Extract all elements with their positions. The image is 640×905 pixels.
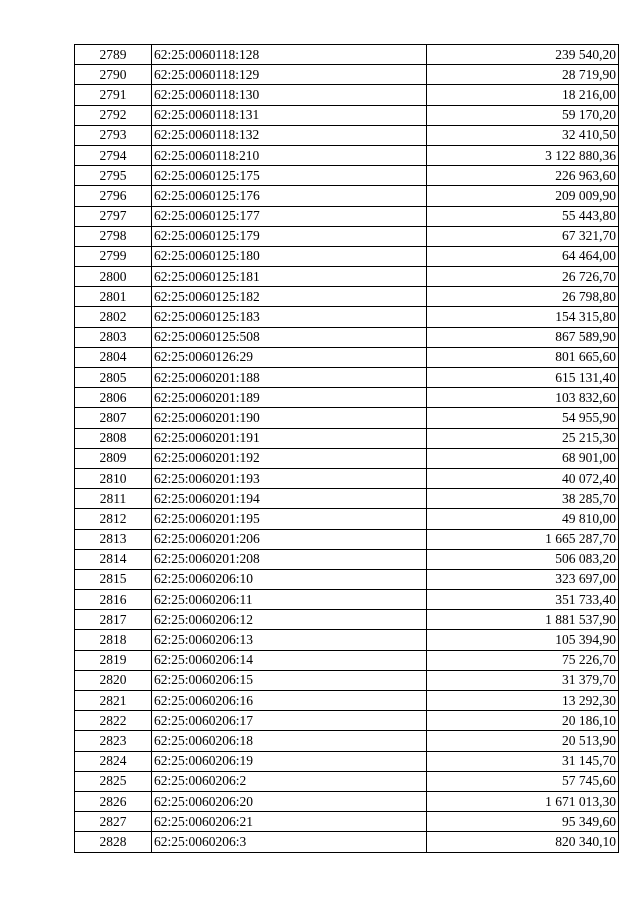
table-row — [75, 630, 619, 650]
cadastral-number-cell: 62:25:0060125:177 — [152, 206, 427, 226]
cadastral-number-cell: 62:25:0060201:194 — [152, 489, 427, 509]
cadastral-value-table — [74, 44, 619, 853]
cadastral-value-cell: 209 009,90 — [427, 186, 619, 206]
table-row — [75, 307, 619, 327]
cadastral-value-cell: 1 881 537,90 — [427, 610, 619, 630]
cadastral-value-cell: 64 464,00 — [427, 246, 619, 266]
cadastral-value-cell: 26 798,80 — [427, 287, 619, 307]
table-row — [75, 731, 619, 751]
cadastral-value-cell: 25 215,30 — [427, 428, 619, 448]
table-row — [75, 448, 619, 468]
cadastral-number-cell: 62:25:0060201:193 — [152, 468, 427, 488]
cadastral-number-cell: 62:25:0060206:14 — [152, 650, 427, 670]
row-number-cell: 2801 — [75, 287, 152, 307]
cadastral-value-cell: 801 665,60 — [427, 347, 619, 367]
cadastral-value-cell: 1 671 013,30 — [427, 791, 619, 811]
table-row — [75, 791, 619, 811]
cadastral-number-cell: 62:25:0060201:189 — [152, 388, 427, 408]
row-number-cell: 2802 — [75, 307, 152, 327]
row-number-cell: 2810 — [75, 468, 152, 488]
table-row — [75, 489, 619, 509]
table-row — [75, 408, 619, 428]
table-row — [75, 812, 619, 832]
cadastral-number-cell: 62:25:0060118:128 — [152, 45, 427, 65]
cadastral-value-cell: 323 697,00 — [427, 569, 619, 589]
cadastral-value-cell: 67 321,70 — [427, 226, 619, 246]
table-row — [75, 145, 619, 165]
cadastral-value-cell: 26 726,70 — [427, 267, 619, 287]
table-row — [75, 590, 619, 610]
cadastral-value-cell: 1 665 287,70 — [427, 529, 619, 549]
table-row — [75, 670, 619, 690]
cadastral-number-cell: 62:25:0060206:17 — [152, 711, 427, 731]
table-row — [75, 711, 619, 731]
table-row — [75, 428, 619, 448]
cadastral-value-cell: 867 589,90 — [427, 327, 619, 347]
row-number-cell: 2800 — [75, 267, 152, 287]
cadastral-value-cell: 49 810,00 — [427, 509, 619, 529]
row-number-cell: 2822 — [75, 711, 152, 731]
row-number-cell: 2817 — [75, 610, 152, 630]
cadastral-value-cell: 13 292,30 — [427, 691, 619, 711]
cadastral-number-cell: 62:25:0060125:508 — [152, 327, 427, 347]
cadastral-number-cell: 62:25:0060125:183 — [152, 307, 427, 327]
cadastral-number-cell: 62:25:0060206:11 — [152, 590, 427, 610]
cadastral-value-cell: 28 719,90 — [427, 65, 619, 85]
table-row — [75, 45, 619, 65]
cadastral-number-cell: 62:25:0060206:13 — [152, 630, 427, 650]
cadastral-number-cell: 62:25:0060201:192 — [152, 448, 427, 468]
table-row — [75, 327, 619, 347]
cadastral-number-cell: 62:25:0060206:2 — [152, 771, 427, 791]
cadastral-value-cell: 506 083,20 — [427, 549, 619, 569]
cadastral-number-cell: 62:25:0060118:132 — [152, 125, 427, 145]
cadastral-number-cell: 62:25:0060118:130 — [152, 85, 427, 105]
row-number-cell: 2805 — [75, 368, 152, 388]
table-row — [75, 549, 619, 569]
cadastral-number-cell: 62:25:0060201:188 — [152, 368, 427, 388]
cadastral-value-cell: 59 170,20 — [427, 105, 619, 125]
cadastral-number-cell: 62:25:0060201:195 — [152, 509, 427, 529]
cadastral-number-cell: 62:25:0060206:21 — [152, 812, 427, 832]
cadastral-value-cell: 68 901,00 — [427, 448, 619, 468]
table-row — [75, 85, 619, 105]
cadastral-number-cell: 62:25:0060206:3 — [152, 832, 427, 852]
row-number-cell: 2811 — [75, 489, 152, 509]
table-row — [75, 368, 619, 388]
cadastral-number-cell: 62:25:0060125:182 — [152, 287, 427, 307]
cadastral-value-cell: 57 745,60 — [427, 771, 619, 791]
cadastral-number-cell: 62:25:0060206:19 — [152, 751, 427, 771]
table-row — [75, 287, 619, 307]
row-number-cell: 2827 — [75, 812, 152, 832]
row-number-cell: 2823 — [75, 731, 152, 751]
row-number-cell: 2828 — [75, 832, 152, 852]
cadastral-value-cell: 20 513,90 — [427, 731, 619, 751]
table-row — [75, 105, 619, 125]
row-number-cell: 2806 — [75, 388, 152, 408]
cadastral-value-cell: 820 340,10 — [427, 832, 619, 852]
table-row — [75, 186, 619, 206]
row-number-cell: 2808 — [75, 428, 152, 448]
table-row — [75, 65, 619, 85]
row-number-cell: 2818 — [75, 630, 152, 650]
row-number-cell: 2795 — [75, 166, 152, 186]
cadastral-value-cell: 31 145,70 — [427, 751, 619, 771]
cadastral-number-cell: 62:25:0060206:10 — [152, 569, 427, 589]
table-row — [75, 125, 619, 145]
row-number-cell: 2826 — [75, 791, 152, 811]
cadastral-number-cell: 62:25:0060118:210 — [152, 145, 427, 165]
row-number-cell: 2821 — [75, 691, 152, 711]
cadastral-value-cell: 55 443,80 — [427, 206, 619, 226]
cadastral-number-cell: 62:25:0060206:20 — [152, 791, 427, 811]
row-number-cell: 2812 — [75, 509, 152, 529]
row-number-cell: 2799 — [75, 246, 152, 266]
cadastral-number-cell: 62:25:0060125:175 — [152, 166, 427, 186]
table-row — [75, 751, 619, 771]
cadastral-number-cell: 62:25:0060206:18 — [152, 731, 427, 751]
row-number-cell: 2807 — [75, 408, 152, 428]
row-number-cell: 2825 — [75, 771, 152, 791]
table-body — [75, 45, 619, 853]
table-row — [75, 206, 619, 226]
row-number-cell: 2796 — [75, 186, 152, 206]
cadastral-value-cell: 75 226,70 — [427, 650, 619, 670]
row-number-cell: 2813 — [75, 529, 152, 549]
table-row — [75, 509, 619, 529]
table-row — [75, 832, 619, 852]
table-row — [75, 468, 619, 488]
row-number-cell: 2789 — [75, 45, 152, 65]
cadastral-number-cell: 62:25:0060201:206 — [152, 529, 427, 549]
cadastral-value-cell: 103 832,60 — [427, 388, 619, 408]
row-number-cell: 2793 — [75, 125, 152, 145]
table-row — [75, 226, 619, 246]
table-row — [75, 267, 619, 287]
cadastral-number-cell: 62:25:0060201:208 — [152, 549, 427, 569]
table-row — [75, 650, 619, 670]
table-row — [75, 388, 619, 408]
cadastral-number-cell: 62:25:0060125:180 — [152, 246, 427, 266]
cadastral-number-cell: 62:25:0060201:190 — [152, 408, 427, 428]
table-row — [75, 246, 619, 266]
cadastral-number-cell: 62:25:0060206:15 — [152, 670, 427, 690]
row-number-cell: 2816 — [75, 590, 152, 610]
row-number-cell: 2809 — [75, 448, 152, 468]
cadastral-number-cell: 62:25:0060125:176 — [152, 186, 427, 206]
cadastral-value-cell: 20 186,10 — [427, 711, 619, 731]
cadastral-number-cell: 62:25:0060118:129 — [152, 65, 427, 85]
row-number-cell: 2803 — [75, 327, 152, 347]
cadastral-value-cell: 226 963,60 — [427, 166, 619, 186]
table-row — [75, 771, 619, 791]
row-number-cell: 2794 — [75, 145, 152, 165]
cadastral-number-cell: 62:25:0060125:181 — [152, 267, 427, 287]
row-number-cell: 2792 — [75, 105, 152, 125]
table-row — [75, 569, 619, 589]
table-row — [75, 529, 619, 549]
table-row — [75, 347, 619, 367]
cadastral-number-cell: 62:25:0060125:179 — [152, 226, 427, 246]
row-number-cell: 2814 — [75, 549, 152, 569]
cadastral-number-cell: 62:25:0060118:131 — [152, 105, 427, 125]
row-number-cell: 2790 — [75, 65, 152, 85]
cadastral-value-cell: 38 285,70 — [427, 489, 619, 509]
row-number-cell: 2798 — [75, 226, 152, 246]
cadastral-value-cell: 32 410,50 — [427, 125, 619, 145]
cadastral-value-cell: 95 349,60 — [427, 812, 619, 832]
cadastral-number-cell: 62:25:0060126:29 — [152, 347, 427, 367]
cadastral-value-cell: 31 379,70 — [427, 670, 619, 690]
cadastral-value-cell: 18 216,00 — [427, 85, 619, 105]
cadastral-value-cell: 154 315,80 — [427, 307, 619, 327]
row-number-cell: 2820 — [75, 670, 152, 690]
cadastral-value-cell: 105 394,90 — [427, 630, 619, 650]
cadastral-value-cell: 239 540,20 — [427, 45, 619, 65]
row-number-cell: 2819 — [75, 650, 152, 670]
cadastral-number-cell: 62:25:0060206:16 — [152, 691, 427, 711]
cadastral-value-cell: 3 122 880,36 — [427, 145, 619, 165]
row-number-cell: 2791 — [75, 85, 152, 105]
table-row — [75, 610, 619, 630]
cadastral-number-cell: 62:25:0060206:12 — [152, 610, 427, 630]
table-row — [75, 691, 619, 711]
row-number-cell: 2797 — [75, 206, 152, 226]
cadastral-number-cell: 62:25:0060201:191 — [152, 428, 427, 448]
cadastral-value-cell: 40 072,40 — [427, 468, 619, 488]
row-number-cell: 2824 — [75, 751, 152, 771]
cadastral-value-cell: 615 131,40 — [427, 368, 619, 388]
table-row — [75, 166, 619, 186]
row-number-cell: 2804 — [75, 347, 152, 367]
row-number-cell: 2815 — [75, 569, 152, 589]
cadastral-value-cell: 351 733,40 — [427, 590, 619, 610]
cadastral-value-cell: 54 955,90 — [427, 408, 619, 428]
